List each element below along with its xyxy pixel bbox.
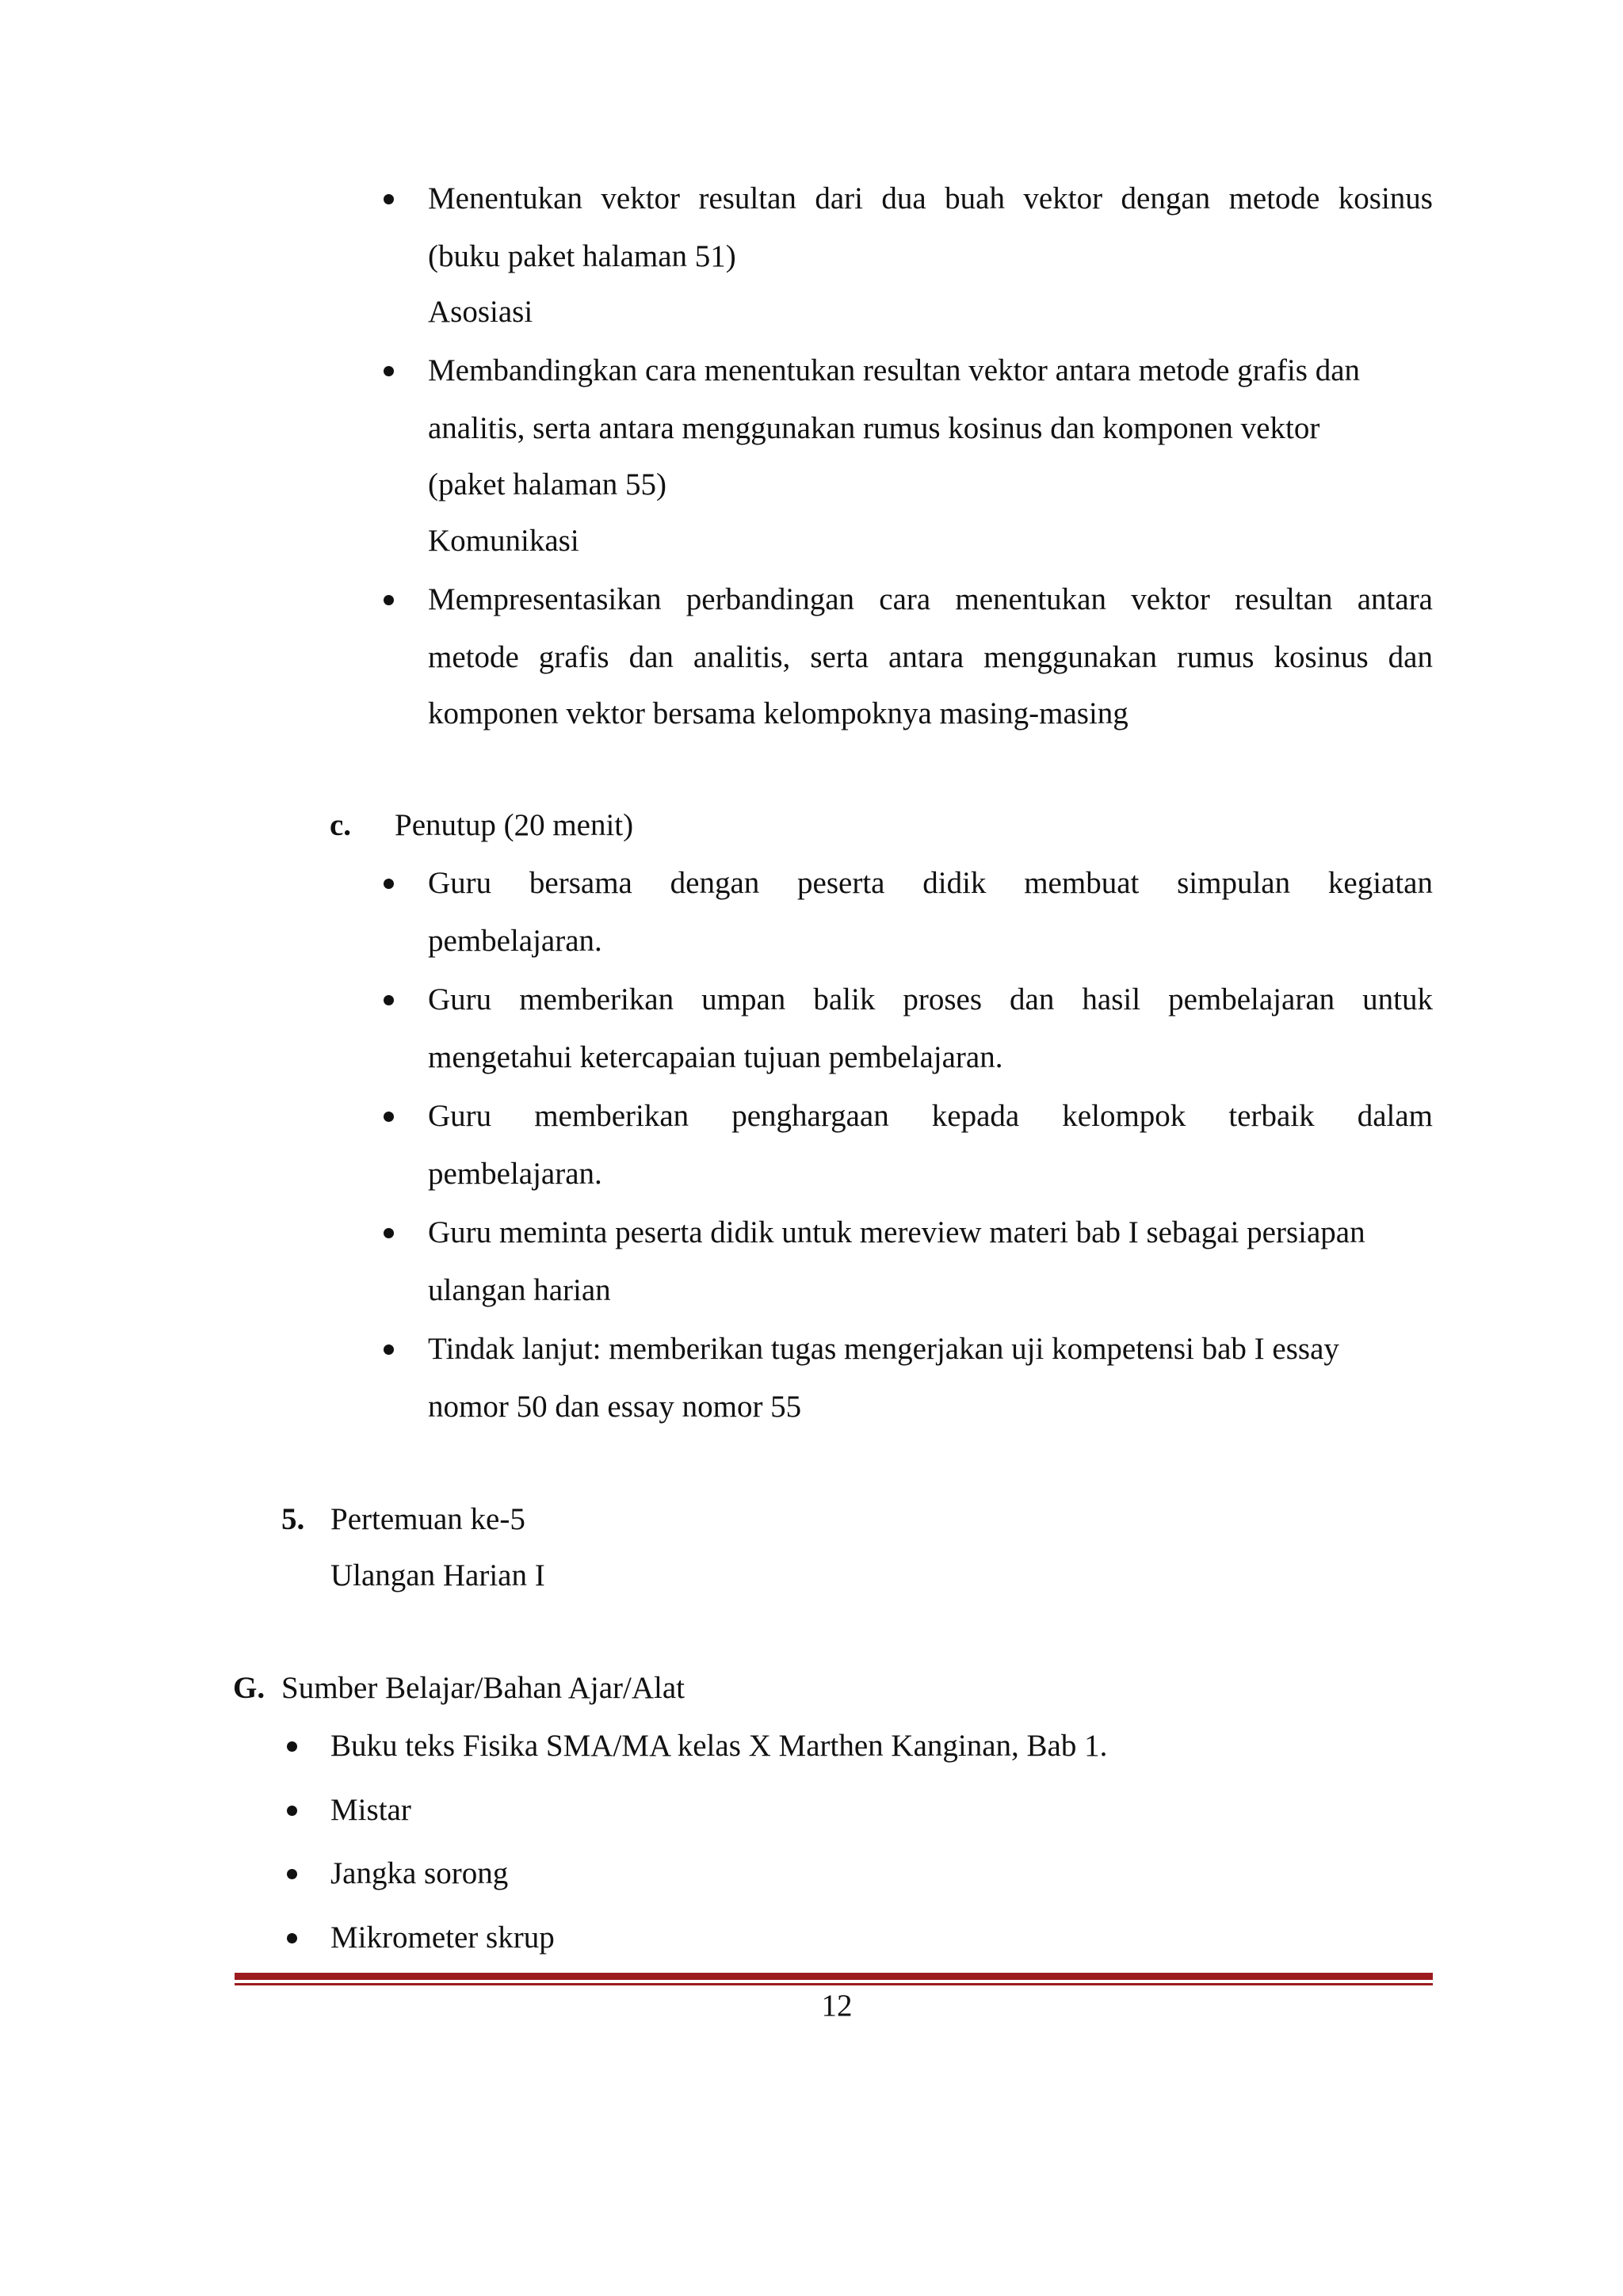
text-line: pembelajaran. — [428, 1157, 602, 1191]
list-item: Buku teks Fisika SMA/MA kelas X Marthen Kanginan, Bab 1. — [330, 1729, 1108, 1763]
section-subtitle-ulangan: Ulangan Harian I — [330, 1558, 545, 1592]
text-line: metode grafis dan analitis, serta antara menggunakan rumus kosinus dan — [428, 640, 1433, 674]
text-line: pembelajaran. — [428, 924, 602, 958]
bullet-icon — [384, 995, 394, 1005]
page-number: 12 — [821, 1989, 853, 2023]
bullet-icon — [287, 1806, 297, 1816]
bullet-icon — [384, 1344, 394, 1355]
text-line: Guru bersama dengan peserta didik membuat simpulan kegiatan — [428, 866, 1433, 900]
bullet-icon — [287, 1869, 297, 1879]
text-line: ulangan harian — [428, 1273, 611, 1307]
text-line: Guru meminta peserta didik untuk mereview materi bab I sebagai persiapan — [428, 1215, 1365, 1249]
list-item: Mikrometer skrup — [330, 1920, 555, 1955]
section-title-pertemuan: Pertemuan ke-5 — [330, 1502, 525, 1536]
section-label-g: G. — [233, 1671, 265, 1705]
text-line: Guru memberikan umpan balik proses dan hasil pembelajaran untuk — [428, 982, 1433, 1016]
bullet-icon — [384, 1228, 394, 1238]
text-line: Guru memberikan penghargaan kepada kelompok terbaik dalam — [428, 1099, 1433, 1133]
bullet-icon — [287, 1741, 297, 1752]
bullet-icon — [384, 1112, 394, 1122]
bullet-icon — [287, 1933, 297, 1943]
text-line: (paket halaman 55) — [428, 467, 667, 502]
text-line: Menentukan vektor resultan dari dua buah vektor dengan metode kosinus — [428, 181, 1433, 215]
section-title-sumber: Sumber Belajar/Bahan Ajar/Alat — [281, 1671, 685, 1705]
bullet-icon — [384, 366, 394, 376]
section-heading-asosiasi: Asosiasi — [428, 295, 533, 329]
list-item: Mistar — [330, 1793, 411, 1827]
text-line: komponen vektor bersama kelompoknya masing-masing — [428, 696, 1128, 730]
text-line: Mempresentasikan perbandingan cara menentukan vektor resultan antara — [428, 582, 1433, 616]
section-heading-komunikasi: Komunikasi — [428, 524, 579, 558]
text-line: mengetahui ketercapaian tujuan pembelajaran. — [428, 1040, 1003, 1074]
footer-rule — [235, 1973, 1433, 1980]
list-item: Jangka sorong — [330, 1856, 509, 1890]
text-line: Tindak lanjut: memberikan tugas mengerjakan uji kompetensi bab I essay — [428, 1332, 1339, 1366]
section-label-5: 5. — [281, 1502, 305, 1536]
text-line: Membandingkan cara menentukan resultan vektor antara metode grafis dan — [428, 353, 1361, 387]
text-line: analitis, serta antara menggunakan rumus kosinus dan komponen vektor — [428, 411, 1320, 445]
bullet-icon — [384, 879, 394, 889]
bullet-icon — [384, 595, 394, 605]
section-title-penutup: Penutup (20 menit) — [395, 808, 634, 842]
section-label-c: c. — [330, 808, 352, 842]
bullet-icon — [384, 194, 394, 204]
footer-rule-thin — [235, 1983, 1433, 1985]
text-line: nomor 50 dan essay nomor 55 — [428, 1390, 802, 1424]
text-line: (buku paket halaman 51) — [428, 239, 736, 273]
